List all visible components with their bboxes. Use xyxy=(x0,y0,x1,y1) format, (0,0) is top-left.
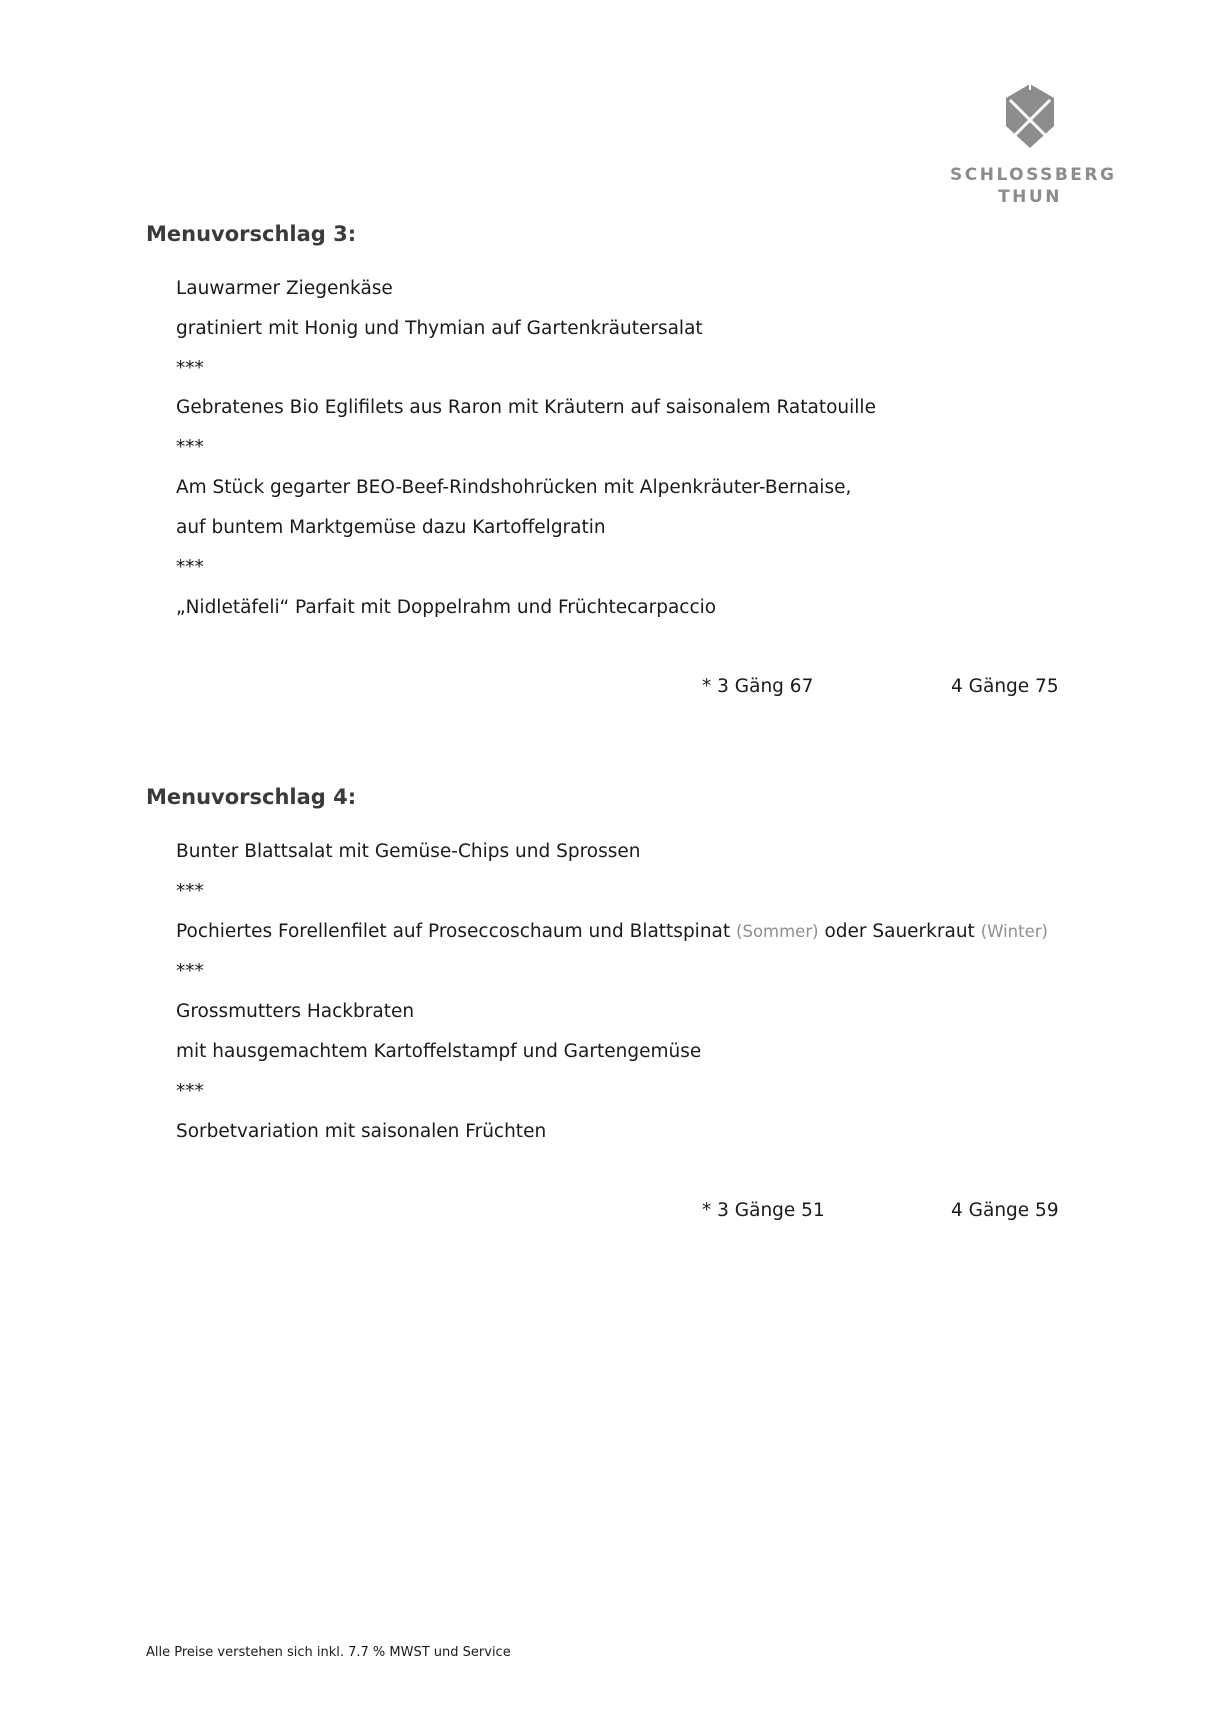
price-3-courses: * 3 Gäng 67 xyxy=(702,676,814,697)
course-1-name: Bunter Blattsalat mit Gemüse-Chips und Sprossen xyxy=(176,841,641,862)
course-separator: *** xyxy=(176,881,204,902)
price-4-courses: 4 Gänge 59 xyxy=(951,1200,1059,1221)
price-4-courses: 4 Gänge 75 xyxy=(951,676,1059,697)
course-4-name: Sorbetvariation mit saisonalen Früchten xyxy=(176,1121,547,1142)
price-3-courses: * 3 Gänge 51 xyxy=(702,1200,825,1221)
course-3-name: Am Stück gegarter BEO-Beef-Rindshohrücken mit Alpenkräuter-Bernaise, xyxy=(176,477,852,498)
brand-logo xyxy=(950,82,1117,208)
course-2-text-b: oder Sauerkraut xyxy=(818,921,981,942)
price-footnote: Alle Preise verstehen sich inkl. 7.7 % MWST und Service xyxy=(146,1645,511,1660)
season-note-summer: (Sommer) xyxy=(736,922,819,941)
course-1-description: gratiniert mit Honig und Thymian auf Gartenkräutersalat xyxy=(176,318,703,339)
course-separator: *** xyxy=(176,961,204,982)
course-2-text-a: Pochiertes Forellenfilet auf Proseccoschaum und Blattspinat xyxy=(176,921,737,942)
course-3-description: mit hausgemachtem Kartoffelstampf und Gartengemüse xyxy=(176,1041,702,1062)
course-3-name: Grossmutters Hackbraten xyxy=(176,1001,415,1022)
logo-text-line2: THUN xyxy=(998,187,1062,207)
course-2-name: Gebratenes Bio Eglifilets aus Raron mit Kräutern auf saisonalem Ratatouille xyxy=(176,397,876,418)
section-title: Menuvorschlag 4: xyxy=(146,785,357,809)
course-2-name xyxy=(176,921,1048,942)
course-separator: *** xyxy=(176,1081,204,1102)
course-4-name: „Nidletäfeli“ Parfait mit Doppelrahm und Früchtecarpaccio xyxy=(176,597,717,618)
section-title: Menuvorschlag 3: xyxy=(146,222,357,246)
course-3-description: auf buntem Marktgemüse dazu Kartoffelgratin xyxy=(176,517,606,538)
logo-text-line1: SCHLOSSBERG xyxy=(950,165,1117,185)
course-separator: *** xyxy=(176,557,204,578)
shield-crest-icon xyxy=(1004,82,1056,150)
course-separator: *** xyxy=(176,358,204,379)
course-separator: *** xyxy=(176,437,204,458)
season-note-winter: (Winter) xyxy=(980,922,1048,941)
course-1-name: Lauwarmer Ziegenkäse xyxy=(176,278,393,299)
